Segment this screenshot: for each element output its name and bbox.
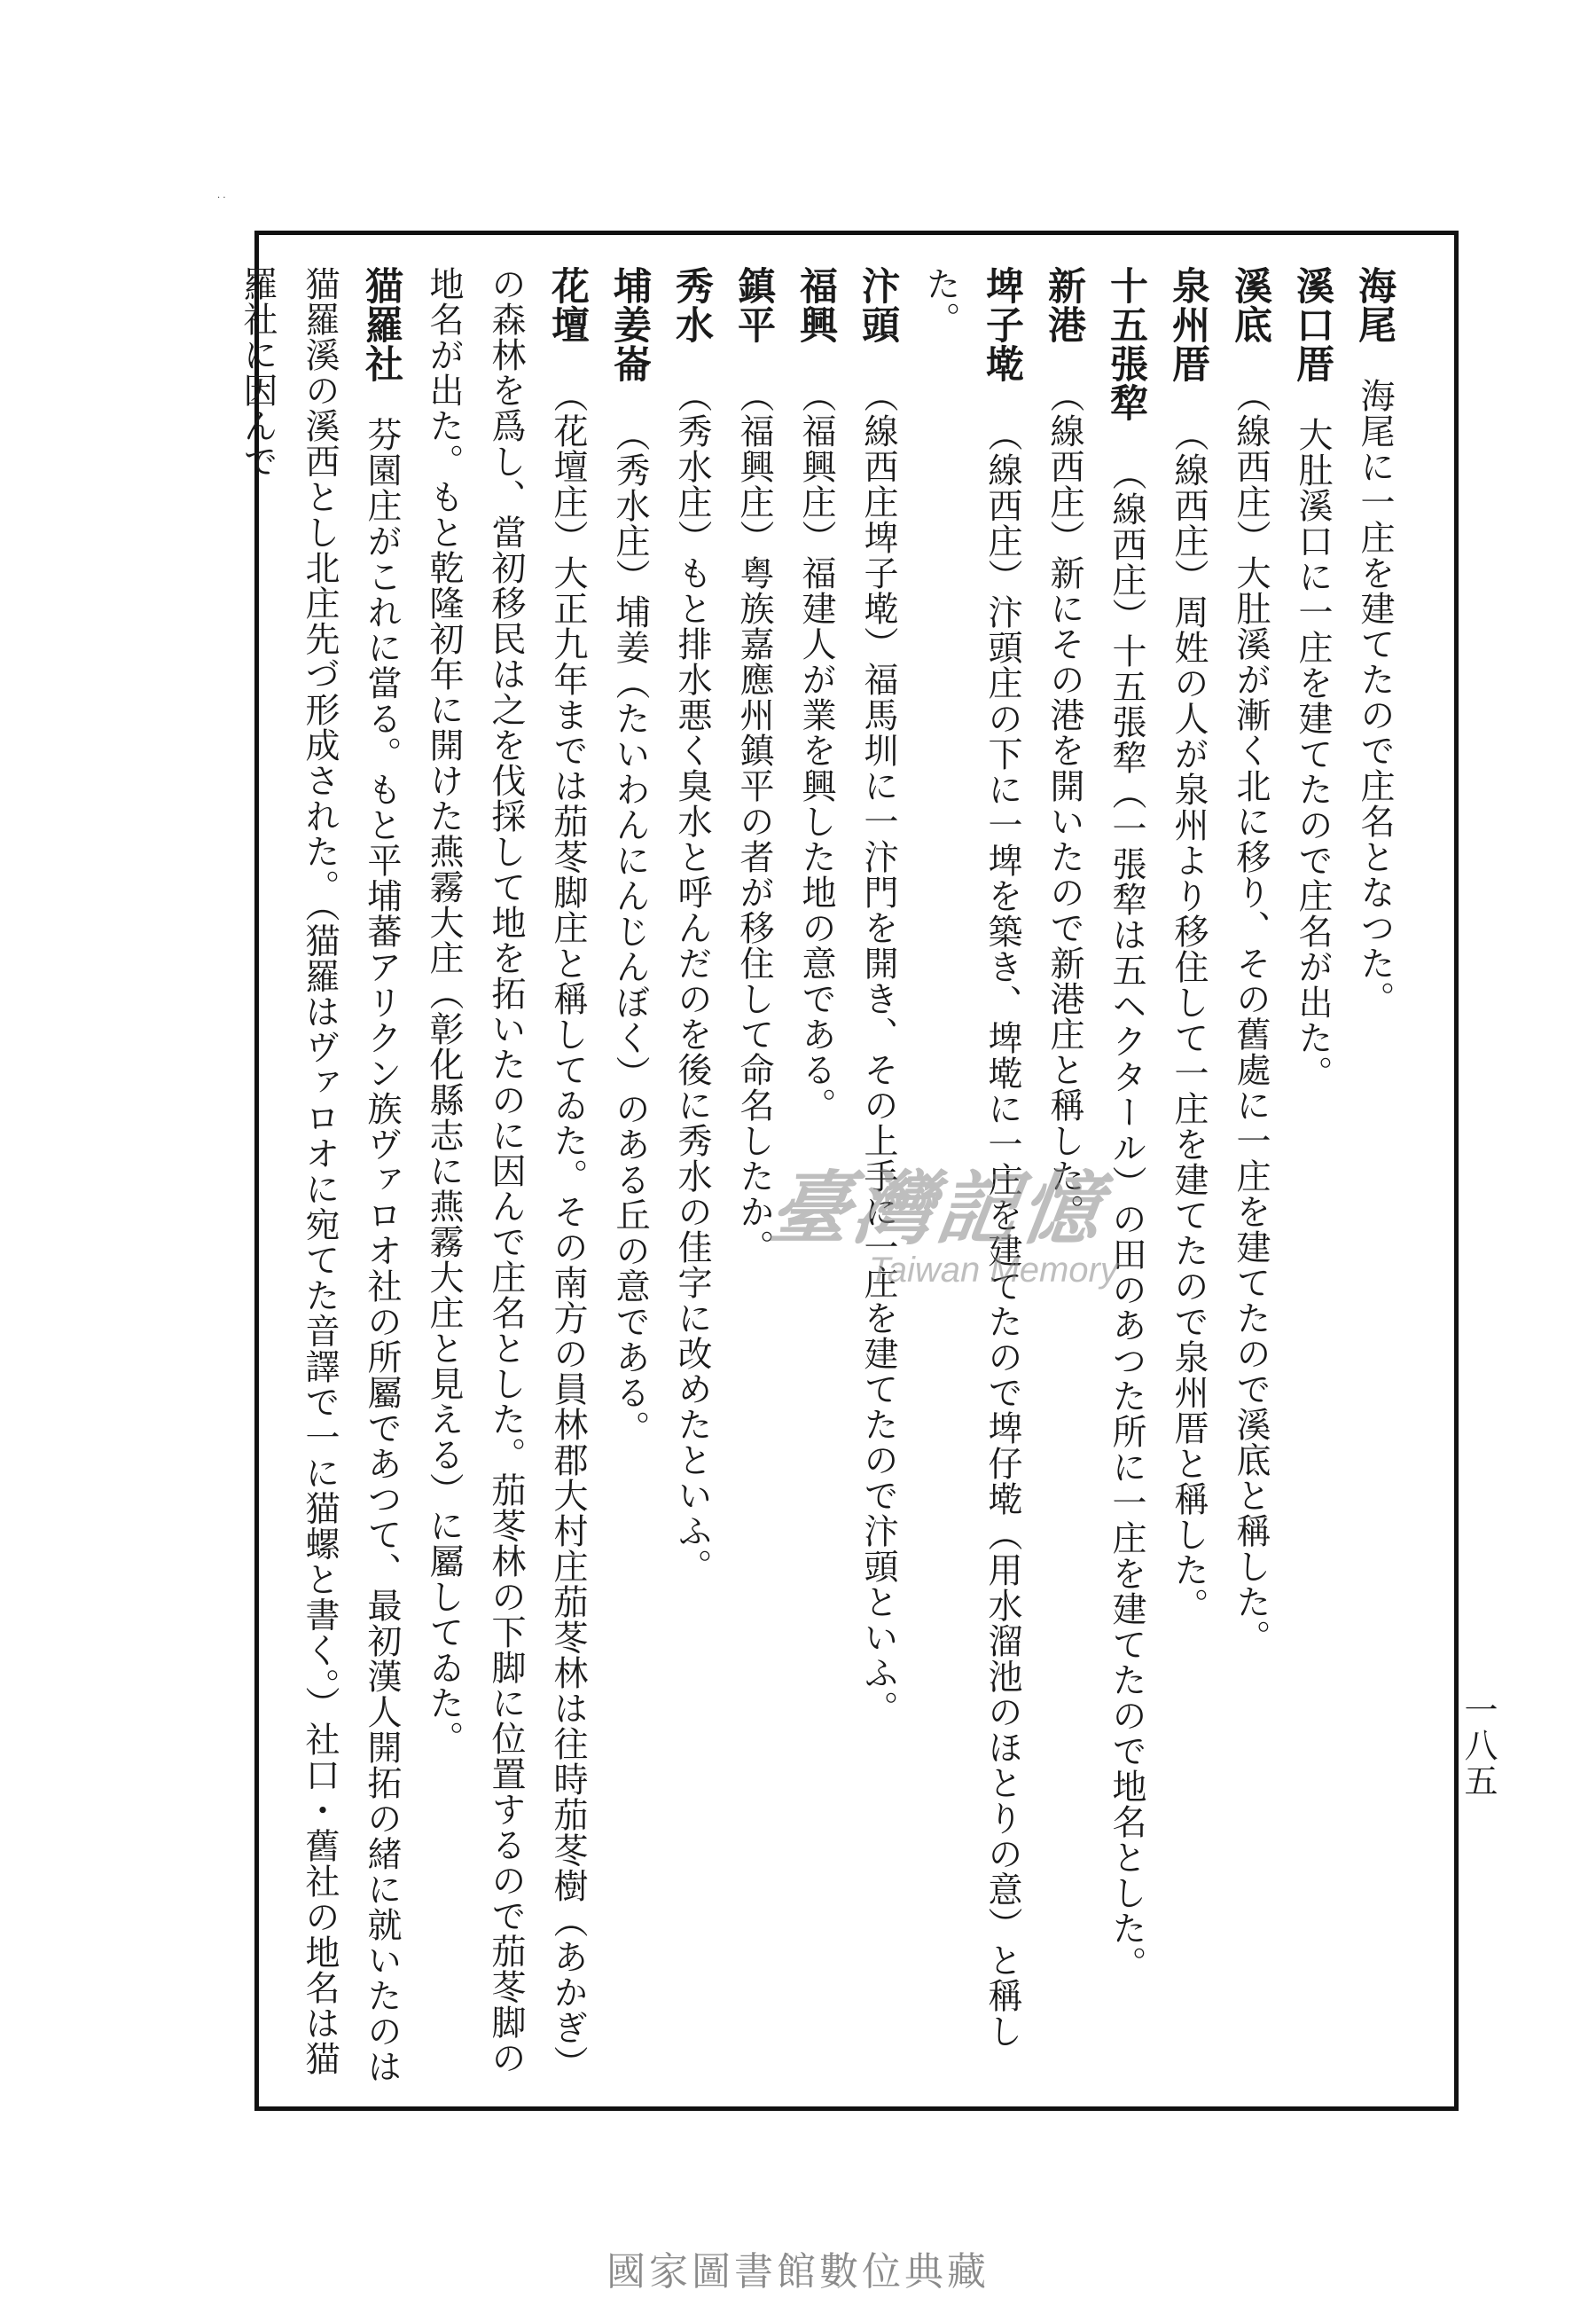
entry [598, 266, 661, 2093]
entry-name: 福興 [794, 266, 838, 344]
entry-name: 猫羅社 [359, 266, 403, 383]
scan-dust: · · [217, 193, 226, 203]
entry-body: （線西庄）新にその港を開いたので新港庄と稱した。 [1044, 378, 1084, 1229]
entry-name: 花壇 [545, 266, 590, 344]
entry [412, 266, 598, 2093]
entry [847, 266, 909, 2093]
entry [1219, 266, 1281, 2093]
entry-name: 鎮平 [732, 266, 776, 344]
watermark-logo-subtext: Taiwan Memory [869, 1251, 1118, 1290]
entry-name: 埔姜崙 [607, 266, 652, 383]
entry [1033, 266, 1095, 2093]
entry-name: 十五張犂 [1104, 266, 1148, 422]
entry-name: 溪底 [1228, 266, 1272, 344]
entry-body: （花壇庄）大正九年までは茄苳脚庄と稱してゐた。その南方の員林郡大村庄茄苳林は往時茄苳樹（あかぎ）の森林を爲し、當初移民は之を伐採して地を拓いたのに因んで庄名とした。茄苳林の下脚に位置するので茄苳脚の地名が出た。もと乾隆初年に開けた燕霧大庄（彰化縣志に燕霧大庄と見える）に屬してゐた。 [424, 266, 588, 2081]
entry [1343, 266, 1405, 2093]
entry-name: 埤子墘 [980, 266, 1024, 383]
entry [1157, 266, 1219, 2093]
entry-name: 新港 [1042, 266, 1086, 344]
entry [226, 266, 412, 2093]
entry-body: （秀水庄）もと排水悪く臭水と呼んだのを後に秀水の佳字に改めたといふ。 [672, 378, 712, 1584]
entry-body: （秀水庄）埔姜（たいわんにんじんぼく）のある丘の意である。 [610, 417, 650, 1446]
entry [1281, 266, 1343, 2093]
entry-body: 海尾に一庄を建てたので庄名となつた。 [1355, 378, 1395, 1016]
entry-body: （福興庄）粤族嘉應州鎮平の者が移住して命名したか。 [734, 378, 774, 1265]
archive-footer: 國家圖書館數位典藏 [606, 2249, 990, 2294]
entry-body: 芬園庄がこれに當る。もと平埔蕃アリクン族ヴァロオ社の所屬であつて、最初漢人開拓の緒に就いたのは猫羅溪の溪西とし北庄先づ形成された。（猫羅はヴァロオに宛てた音譯で一に猫螺と書く。）社口・舊社の地名は猫羅社に因んで [238, 266, 402, 2084]
entry-name: 溪口厝 [1290, 266, 1334, 383]
entry [1095, 266, 1157, 2093]
entry-body: （線西庄埤子墘）福馬圳に一汴門を開き、その上手に一庄を建てたので汴頭といふ。 [858, 378, 898, 1726]
entry-body: （線西庄）汴頭庄の下に一埤を築き、埤墘に一庄を建てたので埤仔墘（用水溜池のほとりの意）と稱した。 [920, 266, 1022, 2049]
text-block [238, 266, 1405, 2093]
entry [661, 266, 723, 2093]
entry-name: 汴頭 [856, 266, 900, 344]
entry [723, 266, 785, 2093]
entry-name: 海尾 [1352, 266, 1396, 344]
entry-name: 泉州厝 [1166, 266, 1210, 383]
entry [785, 266, 847, 2093]
entry-body: （線西庄）十五張犂（一張犂は五ヘクタール）の田のあつた所に一庄を建てたので地名とした。 [1107, 456, 1146, 1981]
entry-body: （福興庄）福建人が業を興した地の意である。 [796, 378, 836, 1123]
entry [909, 266, 1033, 2093]
entry-body: （線西庄）大肚溪が漸く北に移り、その舊處に一庄を建てたので溪底と稱した。 [1231, 378, 1271, 1655]
watermark-logo-text: 臺灣記憶 [763, 1162, 1111, 1256]
entry-name: 秀水 [669, 266, 714, 344]
page-number: 一八五 [1459, 1692, 1498, 1799]
entry-body: 大肚溪口に一庄を建てたので庄名が出た。 [1293, 417, 1333, 1091]
entry-body: （線西庄）周姓の人が泉州より移住して一庄を建てたので泉州厝と稱した。 [1169, 417, 1209, 1623]
